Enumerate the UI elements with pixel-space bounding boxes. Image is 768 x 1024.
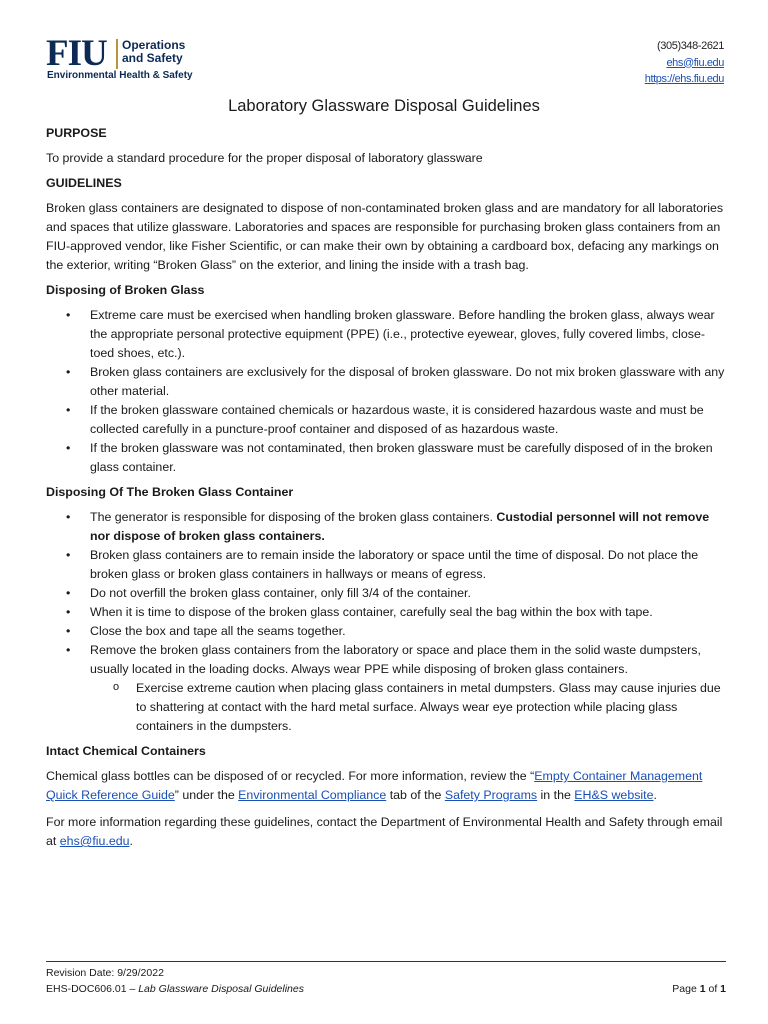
logo-wordmark: FIU: [46, 33, 107, 74]
intact-text-part: .: [653, 788, 657, 802]
page-number: [672, 981, 726, 997]
ehs-website-link[interactable]: EH&S website: [574, 788, 654, 802]
list-item: • When it is time to dispose of the broken glass container, carefully seal the bag within the box with tape.: [46, 603, 726, 622]
safety-programs-link[interactable]: Safety Programs: [444, 788, 538, 802]
list-item: • If the broken glassware was not contaminated, then broken glassware must be carefully disposed of in the broken glass container.: [46, 439, 726, 477]
contact-text: For more information regarding these guidelines, contact the Department of Environmental Health and Safety through email at: [46, 815, 723, 848]
doc-id-title: Lab Glassware Disposal Guidelines: [138, 983, 304, 995]
page-footer: [46, 965, 726, 997]
disposing-container-sublist: [46, 679, 726, 736]
document-id: [46, 981, 726, 997]
intact-heading: Intact Chemical Containers: [46, 744, 206, 758]
list-item: • Broken glass containers are to remain inside the laboratory or space until the time of disposal. Do not place the broken glass or broken glass containers in hallways or means of egress.: [46, 546, 726, 584]
header-contact: [645, 38, 724, 88]
list-item: • Do not overfill the broken glass container, only fill 3/4 of the container.: [46, 584, 726, 603]
document-body: [46, 124, 726, 851]
list-item: • If the broken glassware contained chemicals or hazardous waste, it is considered hazardous waste and must be collected carefully in a puncture-proof container and disposed of as hazardous waste.: [46, 401, 726, 439]
disposing-glass-heading: Disposing of Broken Glass: [46, 283, 205, 297]
intact-text: [46, 767, 726, 805]
contact-text-end: .: [129, 834, 133, 848]
doc-id-code: EHS-DOC606.01 –: [46, 983, 139, 995]
list-item: • Broken glass containers are exclusively for the disposal of broken glassware. Do not mix broken glassware with any other material.: [46, 363, 726, 401]
revision-date: Revision Date: 9/29/2022: [46, 967, 164, 979]
purpose-heading: PURPOSE: [46, 126, 107, 140]
document-title: Laboratory Glassware Disposal Guidelines: [228, 97, 540, 115]
org-line-1: Operations: [122, 38, 186, 52]
contact-paragraph: [46, 813, 726, 851]
page-current: 1: [699, 983, 706, 995]
page-label: Page: [672, 983, 700, 995]
list-item-emphasis: Custodial personnel will not remove nor dispose of broken glass containers.: [90, 510, 710, 543]
intact-text-part: in the: [537, 788, 575, 802]
contact-email-link[interactable]: ehs@fiu.edu: [59, 834, 130, 848]
disposing-container-list: [46, 508, 726, 679]
guidelines-heading: GUIDELINES: [46, 176, 122, 190]
org-line-2: and Safety: [122, 51, 183, 65]
disposing-glass-list: [46, 306, 726, 477]
logo-department: Environmental Health & Safety: [47, 70, 193, 81]
list-item: • Extreme care must be exercised when handling broken glassware. Before handling the broken glass, always wear the appropriate personal protective equipment (PPE) (i.e., protective eyewear, gloves, fully covered limbs, close-toed shoes, etc.).: [46, 306, 726, 363]
sub-list-item: o Exercise extreme caution when placing glass containers in metal dumpsters. Glass may cause injuries due to shattering at contact with the hard metal surface. Always wear eye protection while placing glass containers in the dumpsters.: [46, 679, 726, 736]
list-item: [46, 508, 726, 546]
empty-container-guide-link[interactable]: Empty Container Management Quick Reference Guide: [46, 769, 703, 802]
footer-divider: [46, 961, 726, 962]
guidelines-text: Broken glass containers are designated to dispose of non-contaminated broken glass and are mandatory for all laboratories and spaces that utilize glassware. Laboratories and spaces are responsible for purchasing broken glass containers from an FIU-approved vendor, like Fisher Scientific, or can make their own by obtaining a cardboard box, defacing any markings on the exterior, writing “Broken Glass” on the exterior, and lining the inside with a trash bag.: [46, 201, 724, 272]
intact-text-part: ” under the: [174, 788, 239, 802]
logo-org-name: [122, 39, 242, 65]
header-phone: (305)348-2621: [657, 40, 724, 52]
intact-text-part: tab of the: [386, 788, 445, 802]
page-total: 1: [720, 983, 726, 995]
environmental-compliance-link[interactable]: Environmental Compliance: [238, 788, 387, 802]
list-item-text: The generator is responsible for disposing of the broken glass containers.: [90, 510, 497, 524]
page-of: of: [705, 983, 721, 995]
disposing-container-heading: Disposing Of The Broken Glass Container: [46, 485, 294, 499]
list-item: • Remove the broken glass containers from the laboratory or space and place them in the solid waste dumpsters, usually located in the loading docks. Always wear PPE while disposing of broken glass containers.: [46, 641, 726, 679]
header-website-link[interactable]: https://ehs.fiu.edu: [644, 73, 724, 85]
list-item: • Close the box and tape all the seams together.: [46, 622, 726, 641]
header-email-link[interactable]: ehs@fiu.edu: [666, 56, 724, 69]
logo-divider: [116, 39, 118, 69]
purpose-text: To provide a standard procedure for the proper disposal of laboratory glassware: [46, 151, 483, 165]
intact-text-part: Chemical glass bottles can be disposed of or recycled. For more information, review the “: [46, 769, 535, 783]
